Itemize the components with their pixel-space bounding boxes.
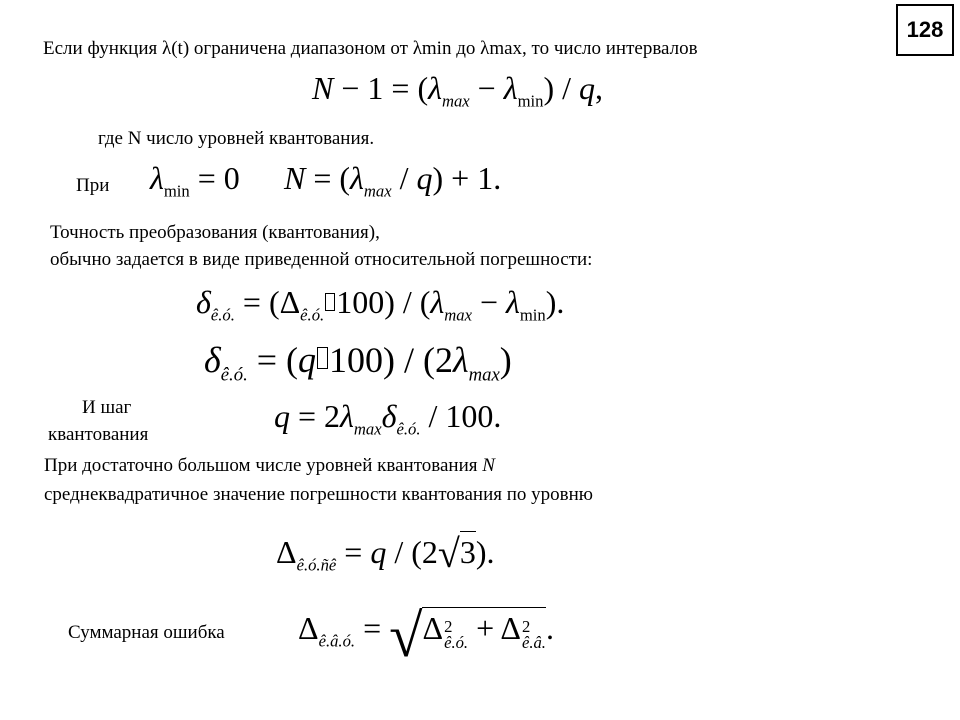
large-n-text-2: среднеквадратичное значение погрешности квантования по уровню	[44, 484, 593, 505]
formula-interval-count: $N - 1 = (\lambda_{max} - \lambda_{min}) / q$,	[312, 70, 603, 111]
step-label-1: И шаг	[82, 397, 132, 418]
large-n-text-1: При достаточно большом числе уровней квантования N	[44, 455, 495, 476]
formula-quantization-step: $q = 2\lambda_{max}\delta_{ê.ó.} / 100$.	[274, 398, 502, 439]
pri-label: При	[76, 175, 110, 196]
intro-text: Если функция λ(t) ограничена диапазоном от λmin до λmax, то число интервалов	[43, 38, 698, 59]
formula-rms-error: $\Delta_{ê.ó.ñê} = q / (2√3)$.	[276, 531, 495, 576]
total-error-label: Суммарная ошибка	[68, 622, 225, 643]
missing-glyph-box	[325, 293, 335, 311]
step-label-2: квантования	[48, 424, 149, 445]
accuracy-text-2: обычно задается в виде приведенной относительной погрешности:	[50, 249, 593, 270]
where-n-text: где N число уровней квантования.	[98, 128, 375, 149]
formula-total-error: $\Delta_{ê.â.ó.} = √\Delta$ 2 ê.ó. + Δ 2 ê.â. .	[298, 603, 554, 671]
page-number: 128	[896, 4, 954, 56]
formula-lambda-min-zero: $\lambda_{min} = 0$	[150, 160, 240, 201]
missing-glyph-box	[317, 347, 328, 369]
formula-relative-error: $\delta_{ê.ó.} = (\Delta_{ê.ó.}$ $100) / (\lambda_{max} - \lambda_{min})$.	[196, 284, 565, 325]
formula-relative-error-q: $\delta_{ê.ó.} = (q$ $100) / (2\lambda_{max})$	[204, 340, 512, 386]
accuracy-text-1: Точность преобразования (квантования),	[50, 222, 380, 243]
formula-n-levels: $N = (\lambda_{max} / q) + 1$.	[284, 160, 502, 201]
